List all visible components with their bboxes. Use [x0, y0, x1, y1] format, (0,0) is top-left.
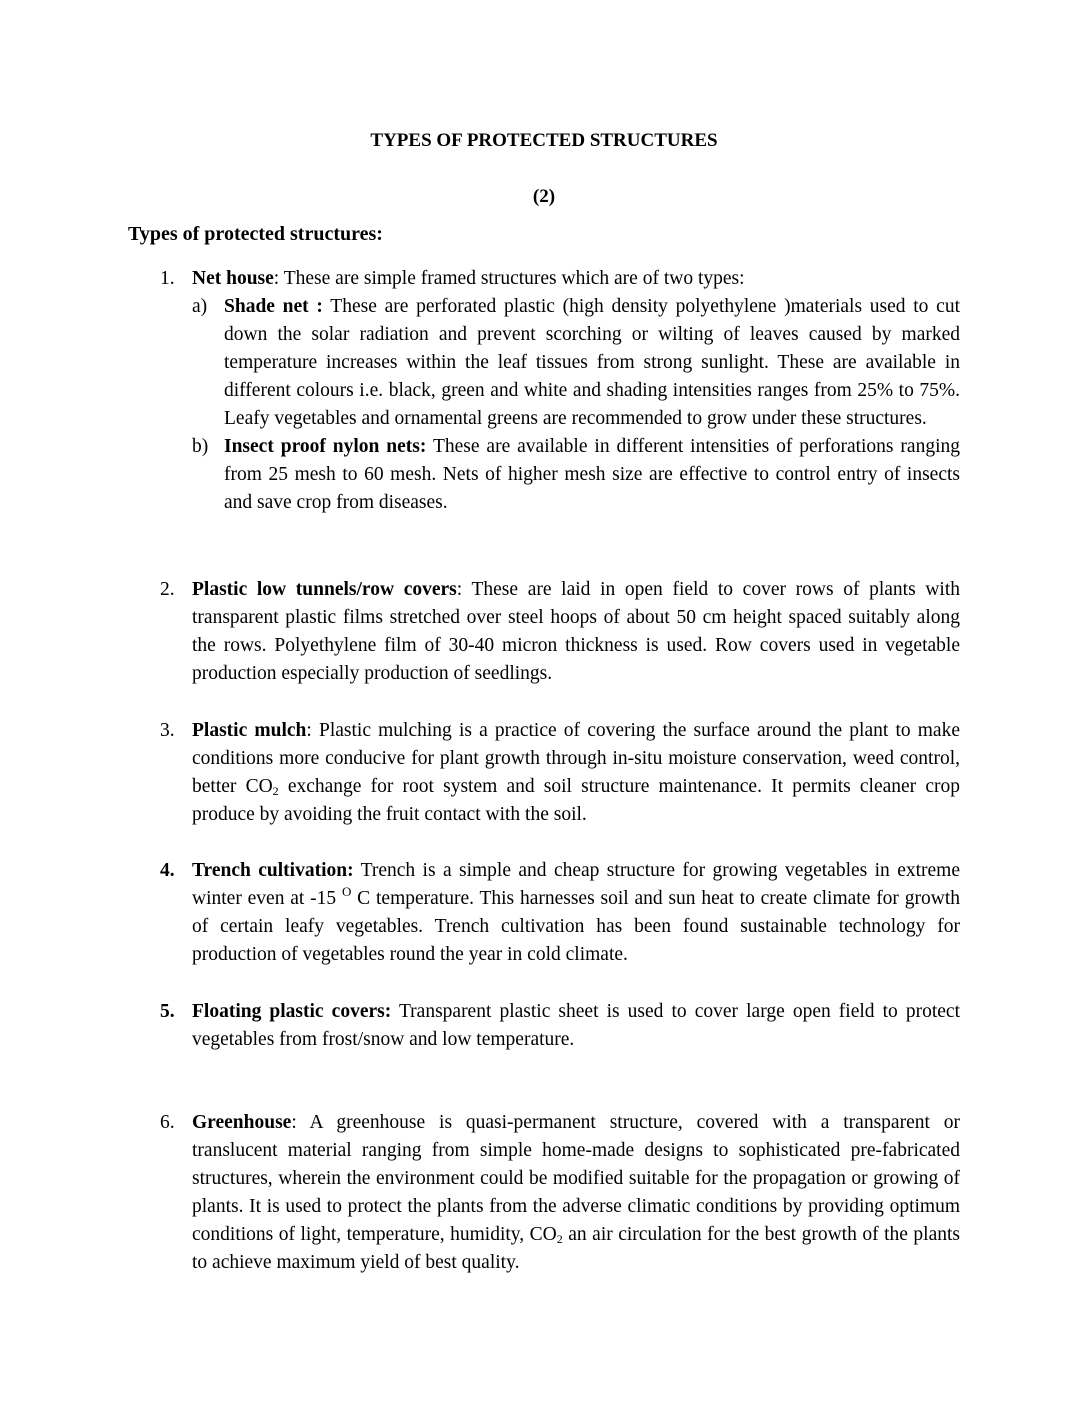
subitem-letter: a) — [192, 296, 208, 317]
list-item-net-house — [160, 265, 960, 517]
list-item-trench-cultivation — [160, 857, 960, 969]
subitem-shade-net — [192, 293, 960, 433]
item-text: : These are simple framed structures which are of two types: — [273, 268, 745, 289]
item-number: 1. — [160, 268, 175, 289]
subscript: 2 — [556, 1232, 563, 1246]
item-text: : A greenhouse is quasi-permanent structure, covered with a transparent or translucent material ranging from simple home-made designs to sophisticated pre-fabricated structures, wherein the environment could be modified suitable for the propagation or growing of plants. It is used to protect the plants from the adverse climatic conditions by providing optimum conditions of light, temperature, humidity, CO — [192, 1112, 960, 1245]
item-body — [192, 576, 960, 688]
item-term: Trench cultivation: — [192, 860, 354, 881]
item-number: 2. — [160, 579, 175, 600]
item-term: Greenhouse — [192, 1112, 292, 1133]
item-term: Net house — [192, 268, 274, 289]
subitem-body — [224, 433, 960, 517]
subitem-letter: b) — [192, 436, 209, 457]
subitem-body — [224, 293, 960, 433]
item-number: 4. — [160, 860, 175, 881]
item-body — [192, 717, 960, 829]
list-item-floating-plastic-covers — [160, 998, 960, 1054]
subitem-insect-proof-nets — [192, 433, 960, 517]
item-body — [192, 857, 960, 969]
subitem-term: Shade net : — [224, 296, 323, 317]
subscript: 2 — [272, 784, 279, 798]
list-item-plastic-low-tunnels — [160, 576, 960, 688]
item-body — [192, 265, 960, 293]
item-text: : Plastic mulching is a practice of covering the surface around the plant to make conditions more conducive for plant growth through in-situ moisture conservation, weed control, better CO — [192, 720, 960, 797]
item-term: Floating plastic covers: — [192, 1001, 392, 1022]
list-item-greenhouse — [160, 1109, 960, 1277]
item-text-continued: exchange for root system and soil structure maintenance. It permits cleaner crop produce by avoiding the fruit contact with the soil. — [192, 776, 960, 825]
item-term: Plastic low tunnels/row covers — [192, 579, 457, 600]
list-item-plastic-mulch — [160, 717, 960, 829]
item-number: 6. — [160, 1112, 175, 1133]
page-number: (2) — [532, 186, 556, 207]
subitem-text: These are available in different intensities of perforations ranging from 25 mesh to 60 mesh. Nets of higher mesh size are effective to control entry of insects and save crop from diseases. — [224, 436, 960, 513]
subitem-term: Insect proof nylon nets: — [224, 436, 427, 457]
item-text-continued: C temperature. This harnesses soil and sun heat to create climate for growth of certain leafy vegetables. Trench cultivation has been found sustainable technology for production of vegetables round the year in cold climate. — [192, 888, 960, 965]
page-title: TYPES OF PROTECTED STRUCTURES — [370, 130, 718, 151]
item-body — [192, 1109, 960, 1277]
item-text-continued: an air circulation for the best growth of the plants to achieve maximum yield of best quality. — [192, 1224, 960, 1273]
subitem-text: These are perforated plastic (high density polyethylene )materials used to cut down the solar radiation and prevent scorching or wilting of leaves caused by marked temperature increases within the leaf tissues from strong sunlight. These are available in different colours i.e. black, green and white and shading intensities ranges from 25% to 75%. Leafy vegetables and ornamental greens are recommended to grow under these structures. — [224, 296, 960, 429]
item-body — [192, 998, 960, 1054]
superscript: O — [341, 884, 352, 899]
section-heading: Types of protected structures: — [128, 223, 383, 245]
item-text: : These are laid in open field to cover rows of plants with transparent plastic films stretched over steel hoops of about 50 cm height spaced suitably along the rows. Polyethylene film of 30-40 micron thickness is used. Row covers used in vegetable production especially production of seedlings. — [192, 579, 961, 684]
item-number: 5. — [160, 1001, 175, 1022]
item-term: Plastic mulch — [192, 720, 307, 741]
item-text: Transparent plastic sheet is used to cover large open field to protect vegetables from frost/snow and low temperature. — [192, 1001, 960, 1050]
item-text: Trench is a simple and cheap structure for growing vegetables in extreme winter even at -15 — [192, 860, 960, 909]
item-number: 3. — [160, 720, 175, 741]
